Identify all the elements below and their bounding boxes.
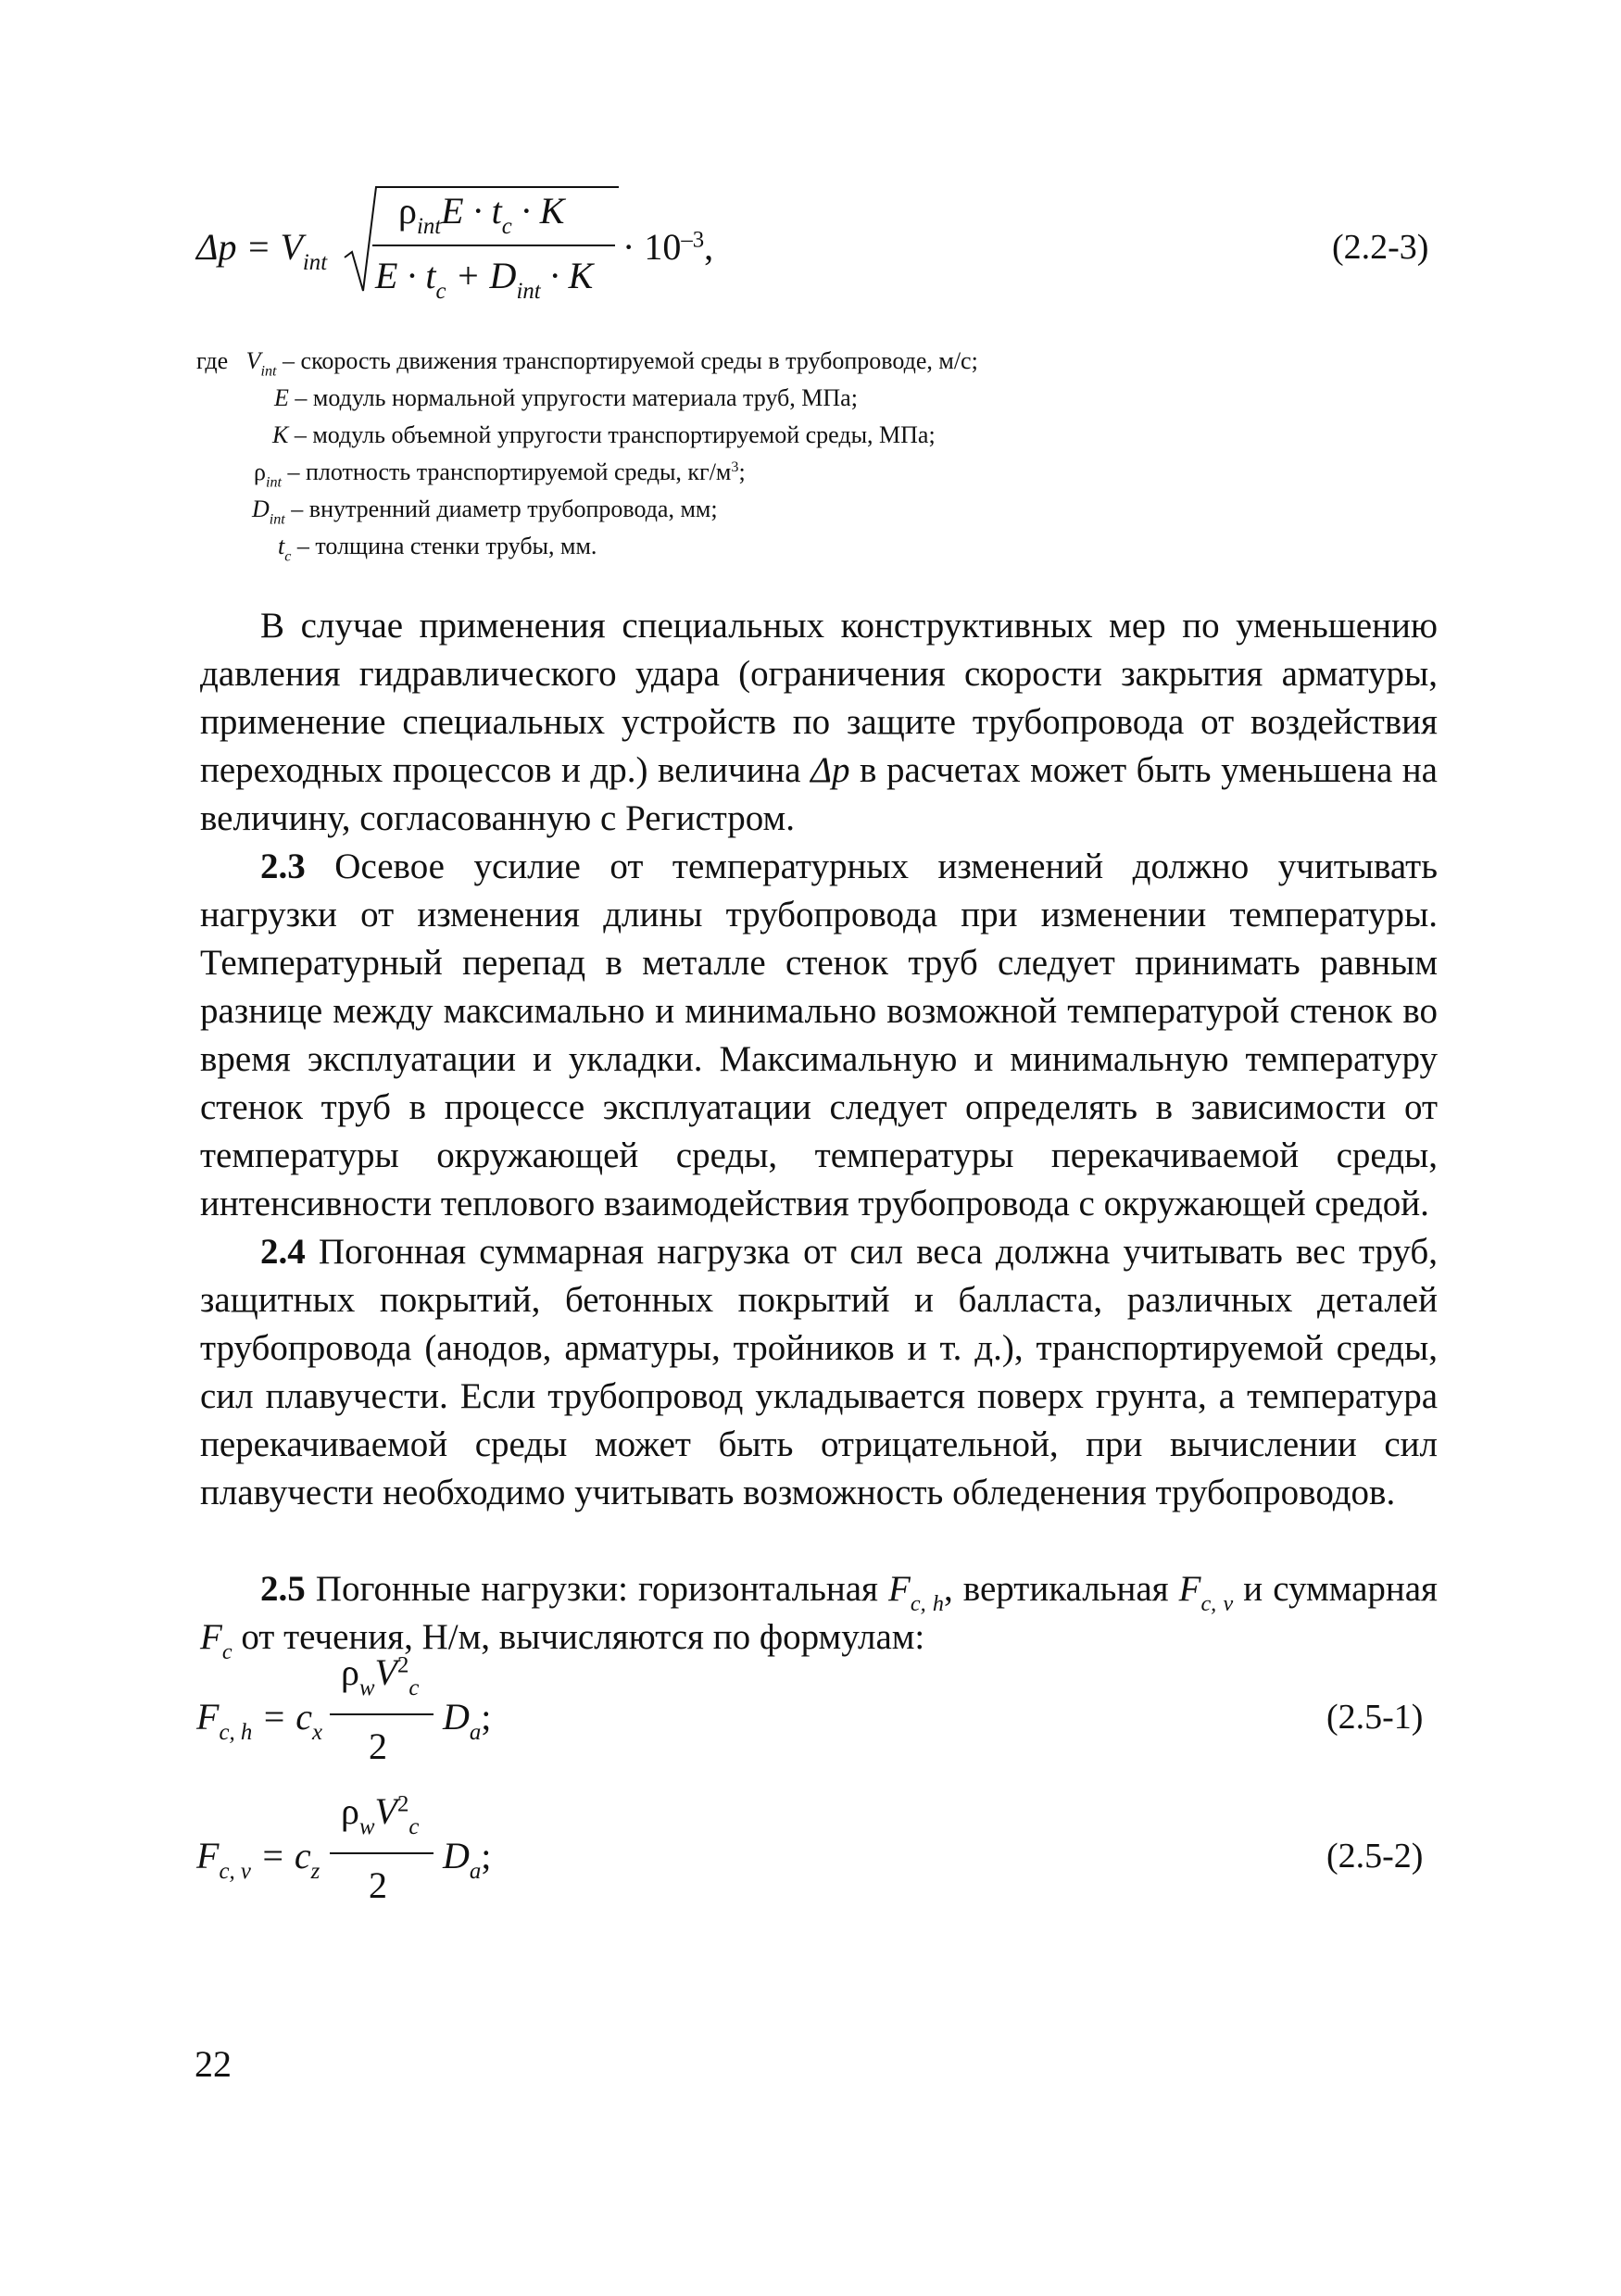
legend-text: – внутренний диаметр трубопровода, мм; xyxy=(284,496,718,522)
formula-numerator xyxy=(341,1650,420,1701)
legend-symbol: V xyxy=(245,347,261,374)
f-symbol: F xyxy=(196,1696,220,1738)
semicolon: ; xyxy=(481,1696,492,1738)
legend-row-k xyxy=(272,417,936,454)
formula-tail xyxy=(443,1834,492,1885)
inline-subscript: c, v xyxy=(1200,1590,1234,1616)
legend-row-e xyxy=(274,380,858,417)
f-symbol: F xyxy=(196,1835,220,1876)
legend-superscript: 3 xyxy=(731,459,739,476)
formula-lhs xyxy=(196,1695,323,1746)
exponent: –3 xyxy=(681,227,705,253)
legend-row-d xyxy=(252,491,718,528)
formula-numerator: $\rho_{int}E \cdot t_c \cdot K$ xyxy=(398,190,565,240)
semicolon: ; xyxy=(481,1835,492,1876)
rho-subscript: int xyxy=(416,214,442,240)
legend-row-t xyxy=(278,528,597,565)
paragraph-text: В случае применения специальных конструктивных мер по уменьшению давления гидравлического удара (ограничения скорости закрытия арматуры, применение специальных устройств по защите трубопровода от воздействия переходных процессов и др.) величина xyxy=(200,606,1438,790)
v-subscript: int xyxy=(302,250,328,276)
formula-lhs xyxy=(196,225,328,276)
numerator-terms: E · t xyxy=(441,190,502,232)
formula-multiplier xyxy=(622,225,713,269)
legend-text: – толщина стенки трубы, мм. xyxy=(291,533,597,559)
v-symbol: V xyxy=(374,1790,397,1832)
denominator: 2 xyxy=(369,1864,387,1906)
legend-row-rho xyxy=(254,454,746,491)
legend-subscript: int xyxy=(260,363,277,380)
legend-symbol: t xyxy=(278,533,285,559)
f-subscript: c, h xyxy=(219,1720,253,1746)
paragraph-text: Погонные нагрузки: горизонтальная xyxy=(305,1569,889,1609)
paragraph-2-5 xyxy=(200,1565,1438,1662)
legend-text: – плотность транспортируемой среды, кг/м xyxy=(282,458,732,485)
v-symbol: V xyxy=(280,226,303,268)
rho-symbol: ρ xyxy=(341,1790,359,1832)
d-subscript: a xyxy=(469,1859,482,1885)
formula-lhs xyxy=(196,1834,320,1885)
denominator-d: + D xyxy=(446,255,517,296)
fraction-bar xyxy=(372,245,615,246)
formula-denominator xyxy=(375,254,594,305)
coef-c: = c xyxy=(252,1696,312,1738)
delta-p-symbol: Δp = xyxy=(196,226,281,268)
paragraph-text: Погонная суммарная нагрузка от сил веса должна учитывать вес труб, защитных покрытий, бетонных покрытий и балласта, различных деталей трубопровода (анодов, арматуры, тройников и т. д.), транспортируемой среды, сил плавучести. Если трубопровод укладывается поверх грунта, а температура перекачиваемой среды может быть отрицательной, при вычислении сил плавучести необходимо учитывать возможность обледенения трубопроводов. xyxy=(200,1232,1438,1512)
v-exponent: 2 xyxy=(396,1652,409,1678)
legend-where: где xyxy=(196,347,229,374)
numerator-k: · K xyxy=(511,190,565,232)
legend-subscript: int xyxy=(269,511,285,528)
fraction-bar xyxy=(330,1713,434,1715)
section-number-2-3: 2.3 xyxy=(260,847,306,886)
paragraph-2-4 xyxy=(200,1228,1438,1517)
coef-c: = c xyxy=(250,1835,311,1876)
paragraph-text: , вертикальная xyxy=(944,1569,1179,1609)
d-subscript: a xyxy=(469,1720,482,1746)
legend-text: – модуль объемной упругости транспортируемой среды, МПа; xyxy=(288,421,936,448)
equation-number-2-2-3: (2.2-3) xyxy=(1332,228,1429,267)
d-symbol: D xyxy=(443,1835,470,1876)
legend-row-v xyxy=(196,343,978,380)
formula-comma: , xyxy=(704,226,714,268)
legend-text: – скорость движения транспортируемой среды в трубопроводе, м/с; xyxy=(276,347,978,374)
multiplier-ten: · 10 xyxy=(622,226,682,268)
section-number-2-4: 2.4 xyxy=(260,1232,306,1272)
legend-symbol: D xyxy=(252,496,270,522)
c-subscript: z xyxy=(310,1859,320,1885)
page-number: 22 xyxy=(195,2043,232,2085)
paragraph-text: Осевое усилие от температурных изменений должно учитывать нагрузки от изменения длины трубопровода при изменении температуры. Температурный перепад в металле стенок труб следует принимать равным разнице между максимально и минимально возможной температурой стенок во время эксплуатации и укладки. Максимальную и минимальную температуру стенок труб в процессе эксплуатации следует определять в зависимости от температуры окружающей среды, температуры перекачиваемой среды, интенсивности теплового взаимодействия трубопровода с окружающей средой. xyxy=(200,847,1438,1223)
inline-subscript: c xyxy=(221,1638,232,1664)
rho-subscript: w xyxy=(358,1814,375,1840)
tc-subscript: c xyxy=(501,214,512,240)
v-exponent: 2 xyxy=(396,1791,409,1817)
legend-end: ; xyxy=(738,458,746,485)
formula-numerator xyxy=(341,1789,420,1840)
v-subscript: c xyxy=(408,1675,420,1701)
denominator: 2 xyxy=(369,1725,387,1767)
inline-symbol: F xyxy=(1178,1569,1201,1609)
paragraph-text: в расчетах может быть уменьшена на величину, согласованную с Регистром. xyxy=(200,750,1438,838)
delta-p-inline: Δp xyxy=(810,750,850,790)
rho-symbol: ρ xyxy=(341,1651,359,1693)
paragraph-2-3 xyxy=(200,843,1438,1228)
legend-symbol: K xyxy=(272,421,289,448)
c-subscript: x xyxy=(312,1720,323,1746)
legend-symbol: E xyxy=(274,384,289,411)
inline-symbol: F xyxy=(888,1569,911,1609)
equation-number-2-5-2: (2.5-2) xyxy=(1326,1837,1424,1876)
paragraph-water-hammer xyxy=(200,602,1438,843)
legend-symbol: ρ xyxy=(254,458,266,485)
formula-tail xyxy=(443,1695,492,1746)
rho-subscript: w xyxy=(358,1675,375,1701)
paragraph-text: и суммарная xyxy=(1233,1569,1438,1609)
inline-subscript: c, h xyxy=(910,1590,945,1616)
paragraph-text: от течения, Н/м, вычисляются по формулам: xyxy=(232,1617,925,1657)
denominator-et: E · t xyxy=(375,255,436,296)
fraction-bar xyxy=(330,1852,434,1854)
denominator-k: · K xyxy=(540,255,594,296)
d-symbol: D xyxy=(443,1696,470,1738)
equation-number-2-5-1: (2.5-1) xyxy=(1326,1698,1424,1737)
inline-symbol: F xyxy=(200,1617,222,1657)
legend-subscript: int xyxy=(265,474,282,491)
v-symbol: V xyxy=(374,1651,397,1693)
legend-subscript: c xyxy=(284,548,292,565)
section-number-2-5: 2.5 xyxy=(260,1569,306,1609)
f-subscript: c, v xyxy=(219,1859,251,1885)
den-tc-subscript: c xyxy=(435,279,446,305)
legend-text: – модуль нормальной упругости материала труб, МПа; xyxy=(288,384,858,411)
v-subscript: c xyxy=(408,1814,420,1840)
den-d-subscript: int xyxy=(516,279,541,305)
